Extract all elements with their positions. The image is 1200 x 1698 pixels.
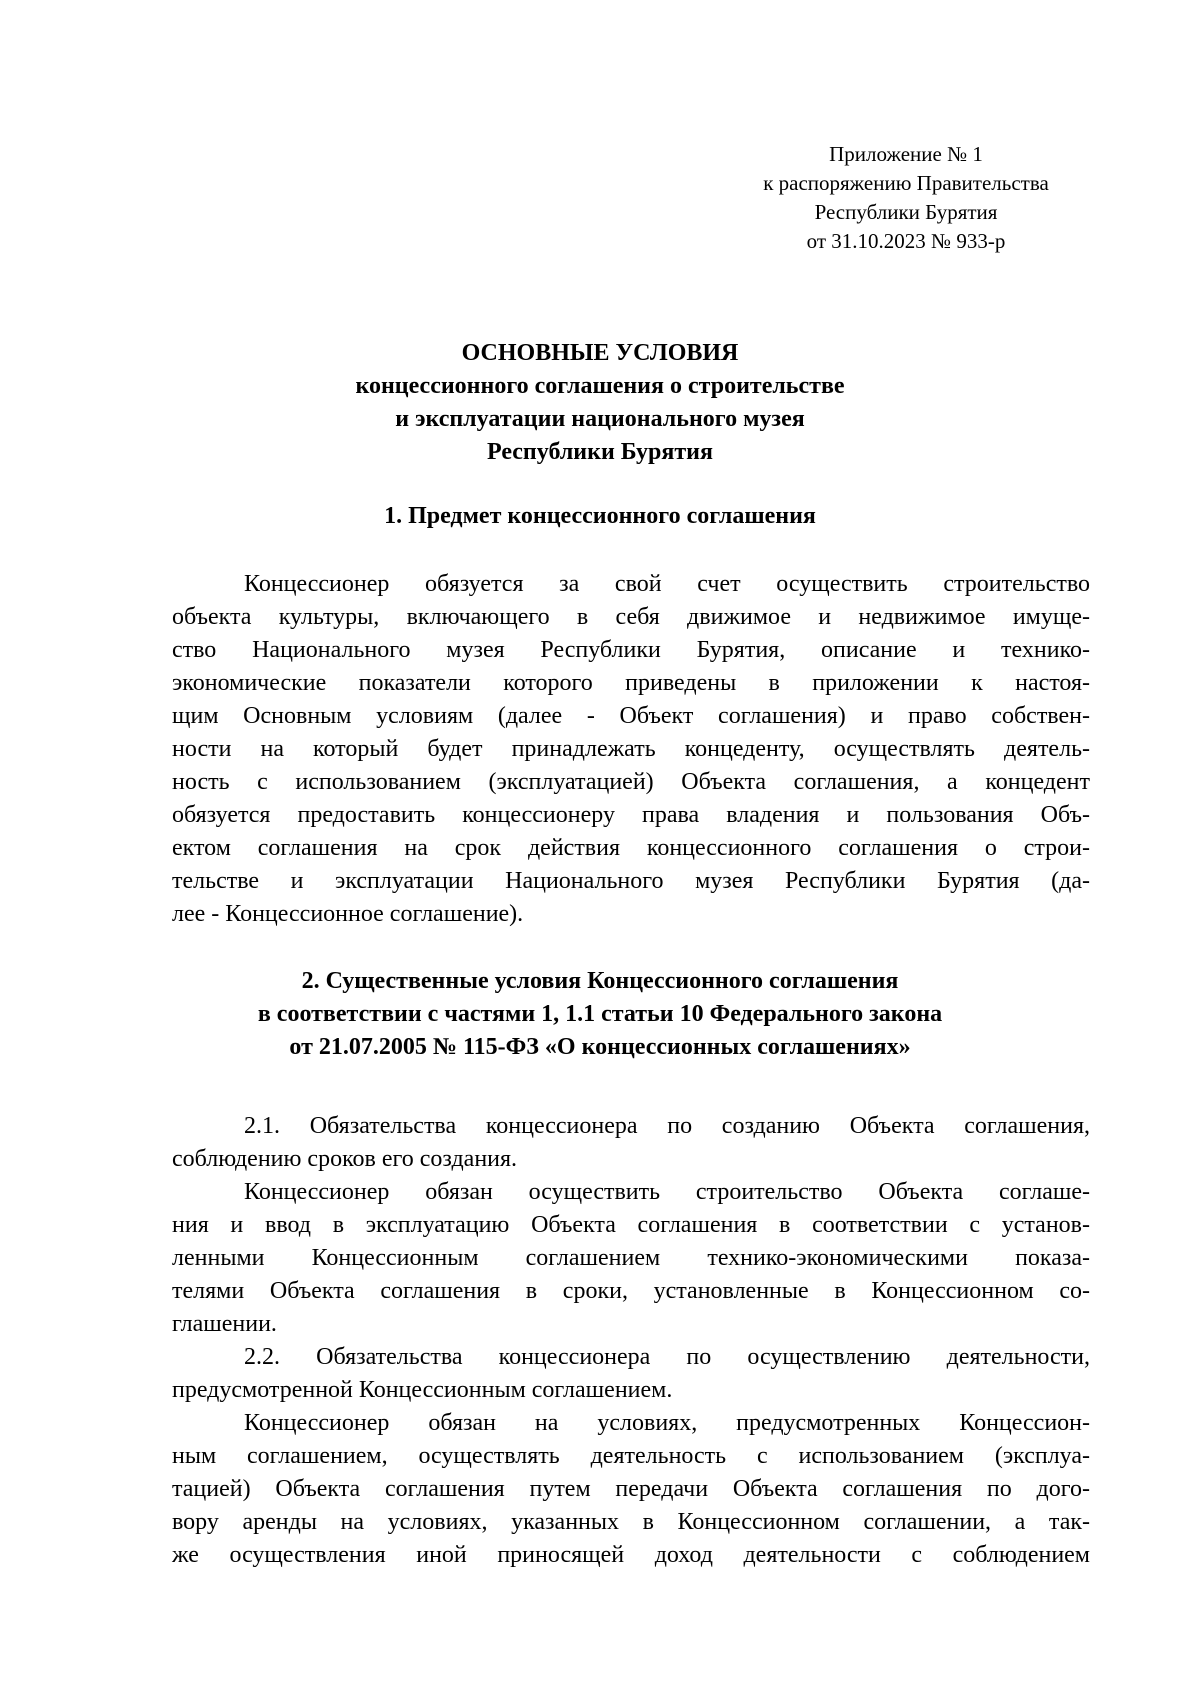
- paragraph-line: ленными Концессионным соглашением технико-экономическими показа-: [172, 1245, 1090, 1271]
- paragraph-line: предусмотренной Концессионным соглашением.: [172, 1377, 673, 1403]
- paragraph-line: телями Объекта соглашения в сроки, установленные в Концессионном со-: [172, 1278, 1090, 1304]
- paragraph-line: вору аренды на условиях, указанных в Концессионном соглашении, а так-: [172, 1509, 1090, 1535]
- paragraph-line: тацией) Объекта соглашения путем передачи Объекта соглашения по дого-: [172, 1476, 1090, 1502]
- paragraph-line: ности на который будет принадлежать концеденту, осуществлять деятель-: [172, 736, 1090, 762]
- paragraph-line: тельстве и эксплуатации Национального музея Республики Бурятия (да-: [172, 868, 1090, 894]
- paragraph-line: ния и ввод в эксплуатацию Объекта соглашения в соответствии с установ-: [172, 1212, 1090, 1238]
- heading-line: 2. Существенные условия Концессионного соглашения: [301, 968, 899, 994]
- paragraph-line: щим Основным условиям (далее - Объект соглашения) и право собствен-: [172, 703, 1090, 729]
- paragraph-line: ектом соглашения на срок действия концессионного соглашения о строи-: [172, 835, 1090, 861]
- paragraph-line: Концессионер обязан осуществить строительство Объекта соглаше-: [244, 1179, 1090, 1205]
- title-line: ОСНОВНЫЕ УСЛОВИЯ: [461, 340, 739, 366]
- section-2-heading: [0, 965, 1200, 1064]
- paragraph-line: экономические показатели которого приведены в приложении к настоя-: [172, 670, 1090, 696]
- document-title: [0, 337, 1200, 469]
- section-1-paragraph: [172, 568, 1090, 931]
- appendix-line: к распоряжению Правительства: [763, 171, 1049, 195]
- paragraph-line: Концессионер обязуется за свой счет осуществить строительство: [244, 571, 1090, 597]
- paragraph-line: глашении.: [172, 1311, 277, 1337]
- appendix-line: Приложение № 1: [829, 142, 983, 166]
- heading-line: в соответствии с частями 1, 1.1 статьи 10 Федерального закона: [257, 1001, 943, 1027]
- title-line: и эксплуатации национального музея: [395, 406, 805, 432]
- paragraph-line: ство Национального музея Республики Бурятия, описание и технико-: [172, 637, 1090, 663]
- paragraph-line: ность с использованием (эксплуатацией) Объекта соглашения, а концедент: [172, 769, 1090, 795]
- title-line: концессионного соглашения о строительстве: [355, 373, 845, 399]
- paragraph-line: Концессионер обязан на условиях, предусмотренных Концессион-: [244, 1410, 1090, 1436]
- appendix-reference: [716, 140, 1096, 256]
- appendix-line: Республики Бурятия: [814, 200, 998, 224]
- heading-line: от 21.07.2005 № 115-ФЗ «О концессионных соглашениях»: [289, 1034, 911, 1060]
- paragraph-line: ным соглашением, осуществлять деятельность с использованием (эксплуа-: [172, 1443, 1090, 1469]
- paragraph-line: обязуется предоставить концессионеру права владения и пользования Объ-: [172, 802, 1090, 828]
- paragraph-line: 2.1. Обязательства концессионера по созданию Объекта соглашения,: [244, 1113, 1090, 1139]
- appendix-line: от 31.10.2023 № 933-р: [806, 229, 1006, 253]
- paragraph-line: же осуществления иной приносящей доход деятельности с соблюдением: [172, 1542, 1090, 1568]
- title-line: Республики Бурятия: [486, 439, 713, 465]
- paragraph-line: соблюдению сроков его создания.: [172, 1146, 518, 1172]
- section-1-heading: 1. Предмет концессионного соглашения: [384, 503, 816, 529]
- section-2-body: [172, 1110, 1090, 1572]
- paragraph-line: лее - Концессионное соглашение).: [172, 901, 524, 927]
- paragraph-line: объекта культуры, включающего в себя движимое и недвижимое имуще-: [172, 604, 1090, 630]
- paragraph-line: 2.2. Обязательства концессионера по осуществлению деятельности,: [244, 1344, 1090, 1370]
